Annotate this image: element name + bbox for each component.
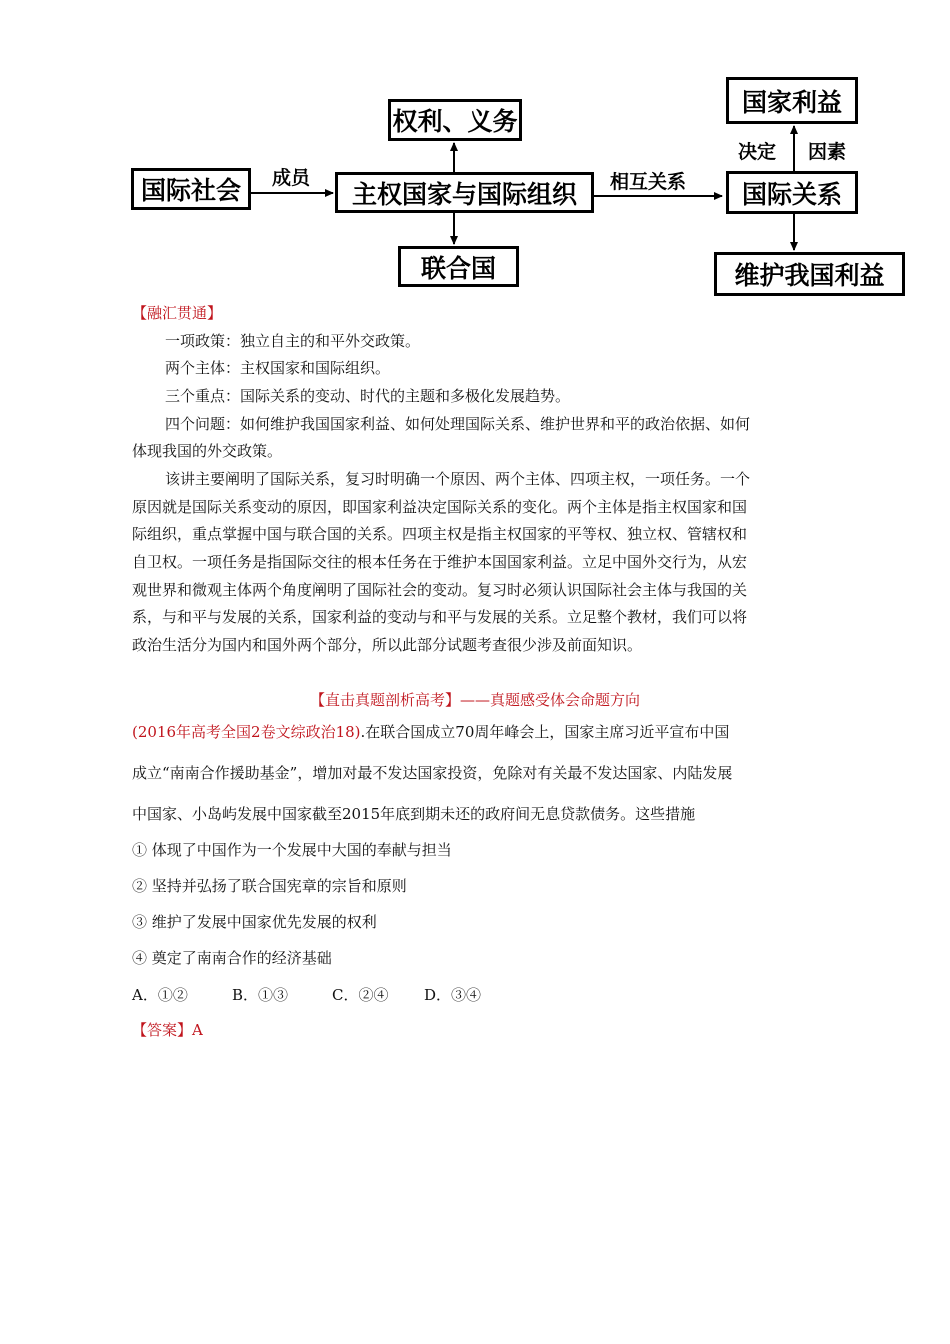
- option-b: B．①③: [232, 986, 289, 1004]
- option-d: D．③④: [424, 986, 482, 1004]
- answer-line: [132, 1020, 203, 1040]
- exam-section-title: [0, 690, 950, 710]
- label-factor: 因素: [808, 141, 847, 163]
- option-c: C．②④: [332, 986, 389, 1004]
- label-member: 成员: [272, 167, 311, 189]
- summary-line: 四个问题：如何维护我国国家利益、如何处理国际关系、维护世界和平的政治依据、如何: [165, 415, 751, 433]
- summary-paragraph-line: 自卫权。一项任务是指国际交往的根本任务在于维护本国国家利益。立足中国外交行为，从宏: [132, 553, 748, 571]
- exam-title-rest: ——真题感受体会命题方向: [460, 691, 641, 709]
- summary-line: 两个主体：主权国家和国际组织。: [165, 359, 391, 377]
- summary-line: 三个重点：国际关系的变动、时代的主题和多极化发展趋势。: [165, 387, 571, 405]
- statement-3: ③ 维护了发展中国家优先发展的权利: [132, 913, 377, 931]
- question-first-line: [132, 722, 729, 742]
- option-a: A．①②: [132, 986, 188, 1004]
- question-line: 中国家、小岛屿发展中国家截至2015年底到期未还的政府间无息贷款债务。这些措施: [132, 805, 696, 823]
- box-national-interest: 国家利益: [726, 77, 858, 124]
- box-intl-relations: 国际关系: [726, 171, 858, 214]
- question-source: (2016年高考全国2卷文综政治18): [132, 723, 361, 741]
- summary-paragraph-line: 政治生活分为国内和国外两个部分，所以此部分试题考查很少涉及前面知识。: [132, 636, 643, 654]
- summary-line: 体现我国的外交政策。: [132, 442, 283, 460]
- answer-label: 【答案】: [132, 1021, 193, 1039]
- question-text: .在联合国成立70周年峰会上，国家主席习近平宣布中国: [360, 723, 730, 741]
- summary-paragraph-line: 观世界和微观主体两个角度阐明了国际社会的变动。复习时必须认识国际社会主体与我国的关: [132, 581, 748, 599]
- summary-paragraph-line: 际组织，重点掌握中国与联合国的关系。四项主权是指主权国家的平等权、独立权、管辖权和: [132, 525, 748, 543]
- box-safeguard-interest: 维护我国利益: [714, 252, 905, 296]
- question-line: 成立“南南合作援助基金”，增加对最不发达国家投资，免除对有关最不发达国家、内陆发展: [132, 764, 733, 782]
- box-intl-society: 国际社会: [131, 168, 251, 210]
- concept-diagram: [0, 0, 950, 310]
- summary-line: 一项政策：独立自主的和平外交政策。: [165, 332, 421, 350]
- summary-paragraph-line: 原因就是国际关系变动的原因，即国家利益决定国际关系的变化。两个主体是指主权国家和国: [132, 498, 748, 516]
- exam-title-bracket: 【直击真题剖析高考】: [309, 691, 460, 709]
- summary-paragraph-line: 该讲主要阐明了国际关系，复习时明确一个原因、两个主体、四项主权，一项任务。一个: [165, 470, 751, 488]
- statement-1: ① 体现了中国作为一个发展中大国的奉献与担当: [132, 841, 452, 859]
- answer-value: A: [192, 1021, 203, 1039]
- box-united-nations: 联合国: [398, 246, 519, 287]
- statement-4: ④ 奠定了南南合作的经济基础: [132, 949, 332, 967]
- box-sovereign-states: 主权国家与国际组织: [335, 172, 594, 213]
- box-rights-duties: 权利、义务: [388, 99, 522, 141]
- label-decide: 决定: [738, 141, 777, 163]
- label-mutual-relation: 相互关系: [610, 171, 687, 193]
- summary-heading: 【融汇贯通】: [132, 304, 223, 322]
- statement-2: ② 坚持并弘扬了联合国宪章的宗旨和原则: [132, 877, 407, 895]
- summary-paragraph-line: 系，与和平与发展的关系，国家利益的变动与和平与发展的关系。立足整个教材，我们可以将: [132, 608, 748, 626]
